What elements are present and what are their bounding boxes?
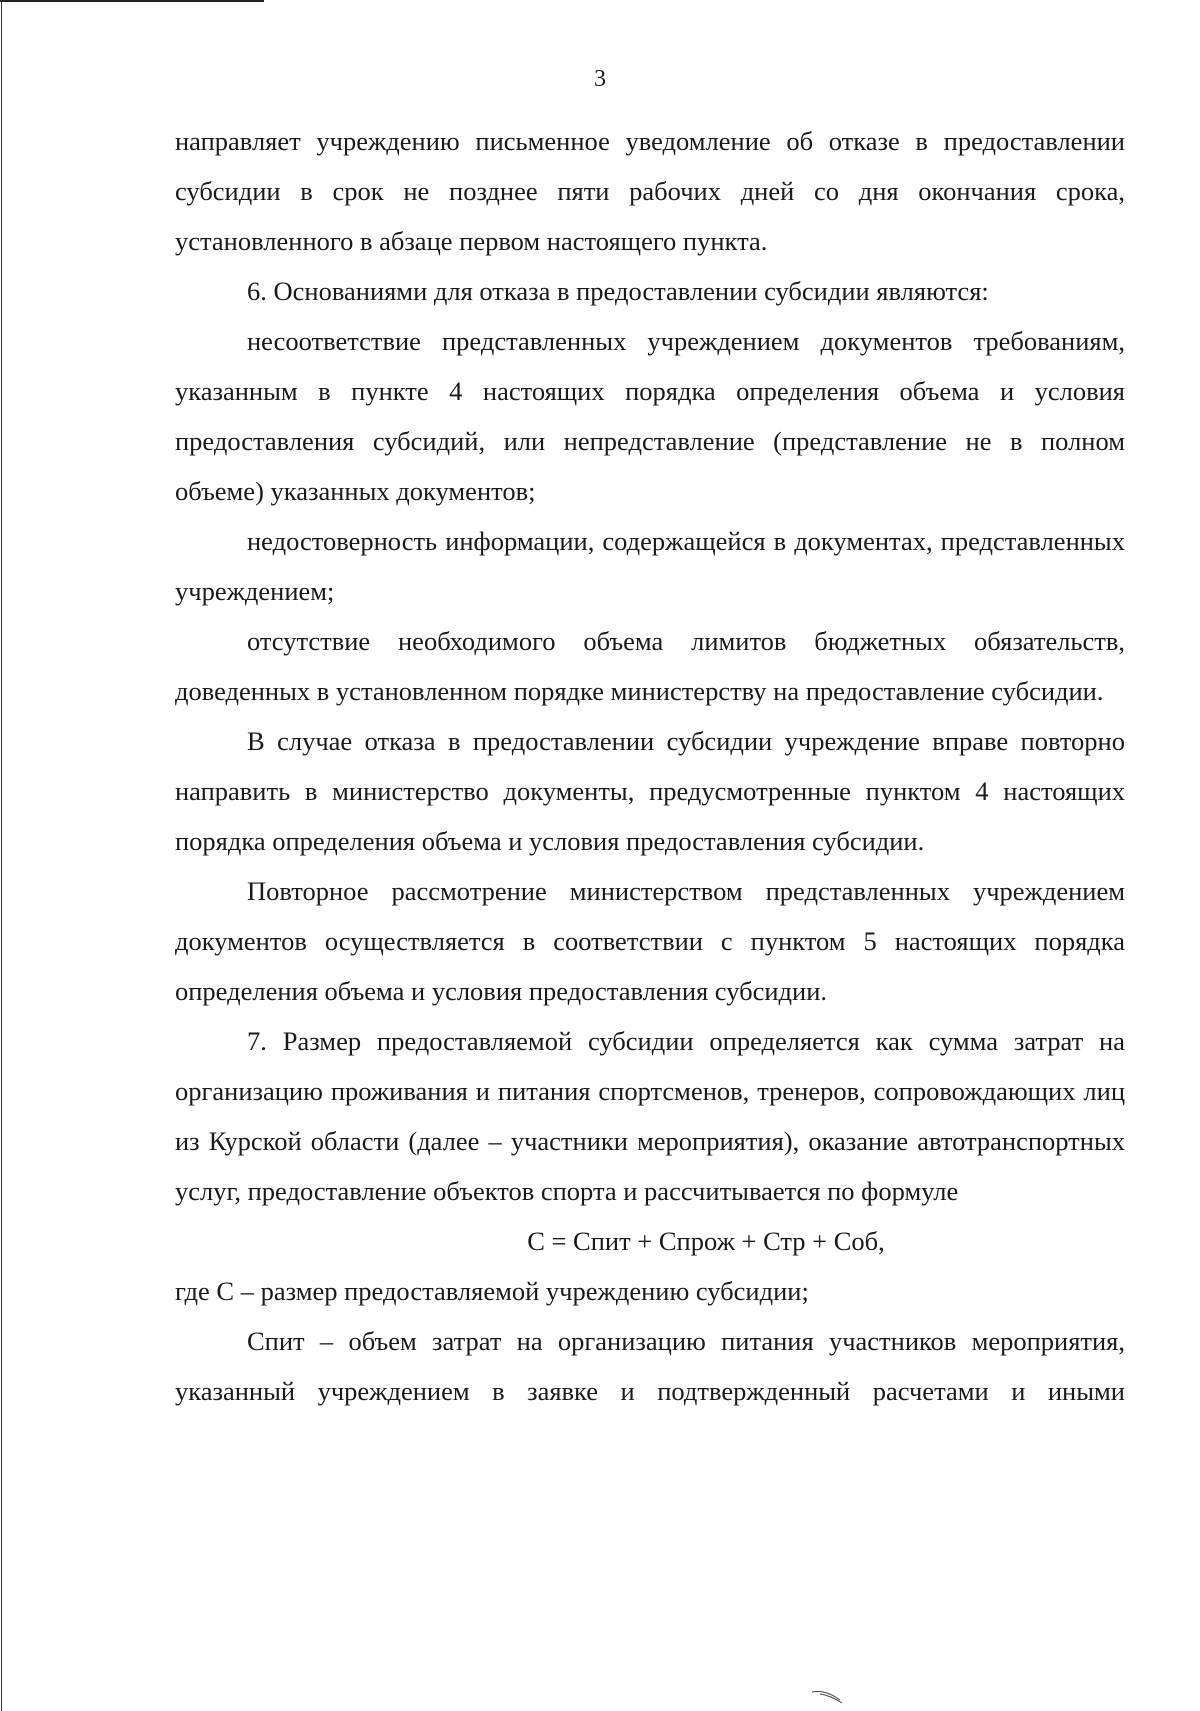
- left-edge-rule: [1, 0, 2, 1711]
- paragraph-formula-where: где С – размер предоставляемой учреждению субсидии;: [175, 1276, 809, 1306]
- scan-artifact-mark: [810, 1688, 850, 1704]
- document-body: [175, 116, 1125, 1416]
- paragraph-lack-of-limits: отсутствие необходимого объема лимитов бюджетных обязательств, доведенных в установленном порядке министерству на предоставление субсидии.: [175, 626, 1125, 706]
- paragraph-subsidy-amount: 7. Размер предоставляемой субсидии определяется как сумма затрат на организацию проживания и питания спортсменов, тренеров, сопровождающих лиц из Курской области (далее – участники мероприятия), оказание автотранспортных услуг, предоставление объектов спорта и рассчитывается по формуле: [175, 1026, 1125, 1206]
- paragraph-refusal-notice: направляет учреждению письменное уведомление об отказе в предоставлении субсидии в срок не позднее пяти рабочих дней со дня окончания срока, установленного в абзаце первом настоящего пункта.: [175, 126, 1125, 256]
- page-number: 3: [594, 66, 606, 92]
- paragraph-unreliable-info: недостоверность информации, содержащейся в документах, представленных учреждением;: [175, 526, 1125, 606]
- paragraph-repeat-review: Повторное рассмотрение министерством представленных учреждением документов осуществляется в соответствии с пунктом 5 настоящих порядка определения объема и условия предоставления субсидии.: [175, 876, 1125, 1006]
- top-edge-rule: [0, 0, 264, 2]
- paragraph-resubmission: В случае отказа в предоставлении субсидии учреждение вправе повторно направить в министерство документы, предусмотренные пунктом 4 настоящих порядка определения объема и условия предоставления субсидии.: [175, 726, 1125, 856]
- paragraph-food-costs: Спит – объем затрат на организацию питания участников мероприятия, указанный учреждением в заявке и подтвержденный расчетами и иными: [175, 1326, 1125, 1406]
- paragraph-noncompliance: несоответствие представленных учреждением документов требованиям, указанным в пункте 4 настоящих порядка определения объема и условия предоставления субсидий, или непредставление (представление не в полном объеме) указанных документов;: [175, 326, 1125, 506]
- paragraph-refusal-grounds: 6. Основаниями для отказа в предоставлении субсидии являются:: [247, 276, 989, 306]
- subsidy-formula: С = Спит + Спрож + Стр + Соб,: [527, 1226, 885, 1256]
